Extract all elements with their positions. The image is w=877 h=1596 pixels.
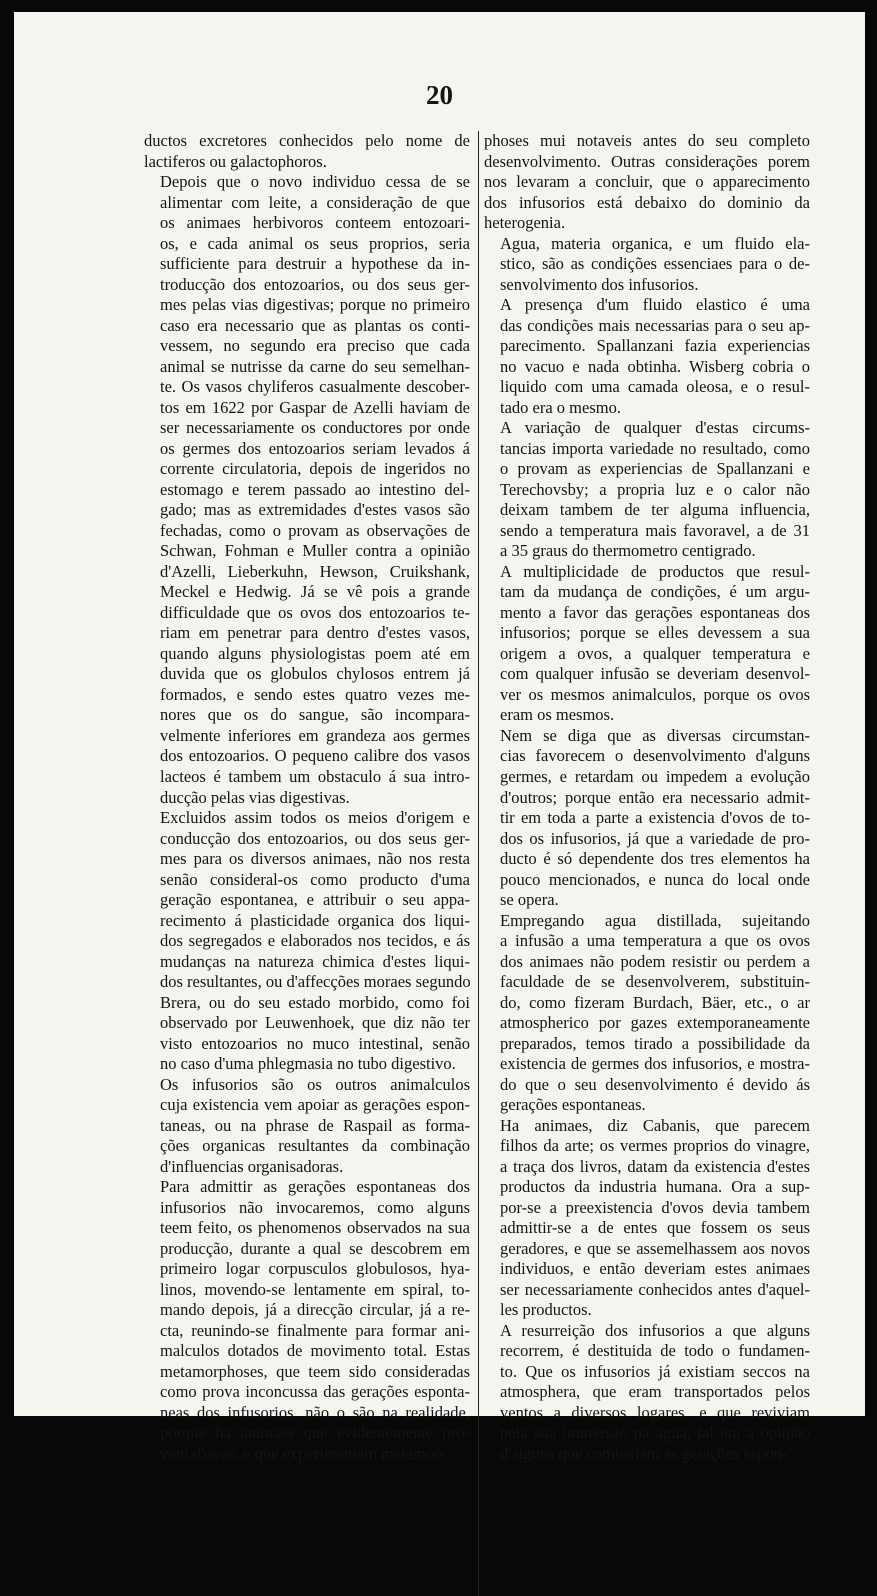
text-line: Nem se diga que as diversas circumstan-: [500, 725, 810, 745]
text-line: Terechovsby; a propria luz e o calor não: [500, 479, 810, 499]
text-line: ções organicas resultantes da combinação: [160, 1136, 470, 1156]
text-line: tir em toda a parte a existencia d'ovos de to-: [500, 808, 810, 828]
text-line: d'influencias organisadoras.: [160, 1156, 344, 1176]
paragraph: [484, 562, 810, 726]
text-line: A variação de qualquer d'estas circums-: [500, 418, 810, 438]
text-line: tado era o mesmo.: [500, 397, 621, 417]
text-line: dos infusorios está debaixo do dominio da: [484, 192, 810, 212]
text-line: observado por Leuwenhoek, que diz não ter: [160, 1013, 470, 1033]
text-line: ductos excretores conhecidos pelo nome de: [144, 131, 470, 150]
text-line: dos entozoarios. O pequeno calibre dos vasos: [160, 746, 470, 766]
text-line: dos os infusorios, já que a variedade de pro-: [500, 828, 810, 848]
text-line: Schwan, Fohman e Muller contra a opinião: [160, 541, 470, 561]
text-line: d'alguns que combatiam as gerações espon-: [500, 1444, 788, 1463]
text-line: liquido com uma camada oleosa, e o resul-: [500, 377, 810, 397]
text-line: Excluidos assim todos os meios d'origem e: [160, 808, 470, 828]
text-line: como prova inconcussa das gerações esponta-: [160, 1382, 470, 1402]
text-line: origem a ovos, a qualquer temperatura e: [500, 643, 810, 663]
text-line: troducção dos entozoarios, ou dos seus ger-: [160, 274, 470, 294]
text-line: d'Azelli, Lieberkuhn, Hewson, Cruikshank,: [160, 561, 470, 581]
text-line: sufficiente para destruir a hypothese da in-: [160, 254, 470, 274]
text-line: producção, durante a qual se descobrem em: [160, 1238, 470, 1258]
text-line: gado; mas as extremidades d'estes vasos são: [160, 500, 470, 520]
text-line: senvolvimento dos infusorios.: [500, 274, 699, 294]
text-line: Agua, materia organica, e um fluido ela-: [500, 233, 810, 253]
text-line: Depois que o novo individuo cessa de se: [160, 172, 470, 192]
text-line: nos levaram a concluir, que o apparecimento: [484, 172, 810, 192]
paragraph: [144, 131, 470, 172]
text-line: dos segregados e elaborados nos tecidos, e ás: [160, 931, 470, 951]
text-line: desenvolvimento. Outras considerações porem: [484, 151, 810, 171]
text-line: faculdade de se desenvolverem, substituin-: [500, 972, 810, 992]
page-number: 20: [426, 80, 453, 110]
text-line: Empregando agua distillada, sujeitando: [500, 910, 810, 930]
text-line: no vacuo e nada obtinha. Wisberg cobria o: [500, 356, 810, 376]
text-line: deixam tambem de ter alguma influencia,: [500, 500, 810, 520]
text-line: alimentar com leite, a consideração de que: [160, 192, 470, 212]
text-line: A presença d'um fluido elastico é uma: [500, 295, 810, 315]
text-line: infusorios; porque se elles devessem a sua: [500, 623, 810, 643]
text-line: conducção dos entozoarios, ou dos seus ger-: [160, 828, 470, 848]
text-line: Os infusorios são os outros animalculos: [160, 1074, 470, 1094]
paragraph: [484, 418, 810, 562]
text-line: gerações espontaneas.: [500, 1095, 646, 1115]
text-line: a traça dos livros, datam da existencia d'estes: [500, 1156, 810, 1176]
text-line: visto entozoarios no muco intestinal, senão: [160, 1033, 470, 1053]
text-line: Meckel e Hedwig. Já se vê pois a grande: [160, 582, 470, 602]
text-line: individuos, e então deveriam estes animaes: [500, 1259, 810, 1279]
text-line: vessem, no segundo era preciso que cada: [160, 336, 470, 356]
text-line: corrente circulatoria, depois de ingeridos no: [160, 459, 470, 479]
text-line: estomago e terem passado ao intestino del-: [160, 479, 470, 499]
text-line: por-se a preexistencia d'ovos devia tambem: [500, 1197, 810, 1217]
text-line: lacteos é tambem um obstaculo á sua intro-: [160, 766, 470, 786]
text-line: mando depois, já a direcção circular, já a re-: [160, 1300, 470, 1320]
text-line: ser necessariamente conhecidos antes d'aquel-: [500, 1279, 810, 1299]
text-line: mento a favor das gerações espontaneas dos: [500, 602, 810, 622]
text-line: do, como fizeram Burdach, Bäer, etc., o ar: [500, 992, 810, 1012]
paragraph: [484, 911, 810, 1116]
text-line: sendo a temperatura mais favoravel, a de 31: [500, 520, 810, 540]
paragraph: [484, 726, 810, 911]
text-line: porque ha animaes que evidentemente pro-: [160, 1423, 470, 1443]
text-line: recimento á plasticidade organica dos liqui-: [160, 910, 470, 930]
text-line: riam em penetrar para dentro d'estes vasos,: [160, 623, 470, 643]
text-line: phoses mui notaveis antes do seu completo: [484, 131, 810, 150]
text-line: primeiro logar corpusculos globulosos, hya-: [160, 1259, 470, 1279]
text-line: quando alguns physiologistas poem até em: [160, 643, 470, 663]
text-line: com qualquer infusão se deveriam desenvol-: [500, 664, 810, 684]
text-line: tancias importa variedade no resultado, como: [500, 438, 810, 458]
text-line: velmente inferiores em grandeza aos germes: [160, 725, 470, 745]
text-line: d'outros; porque então era necessario admit-: [500, 787, 810, 807]
text-line: infusorios não invocaremos, como alguns: [160, 1197, 470, 1217]
text-line: A multiplicidade de productos que resul-: [500, 561, 810, 581]
text-line: tos em 1622 por Gaspar de Azelli haviam de: [160, 397, 470, 417]
text-line: difficuldade que os ovos dos entozoarios te-: [160, 602, 470, 622]
text-line: germes, e retardam ou impedem a evolução: [500, 766, 810, 786]
text-line: caso era necessario que as plantas os conti-: [160, 315, 470, 335]
text-line: ducção pelas vias digestivas.: [160, 787, 350, 807]
text-line: mes pelas vias digestivas; porque no primeiro: [160, 295, 470, 315]
text-line: geradores, e que se assemelhassem aos novos: [500, 1238, 810, 1258]
paragraph: [484, 1116, 810, 1321]
paragraph: [144, 808, 470, 1075]
text-line: os, e cada animal os seus proprios, seria: [160, 233, 470, 253]
text-line: Ha animaes, diz Cabanis, que parecem: [500, 1115, 810, 1135]
text-line: te. Os vasos chyliferos casualmente descober-: [160, 377, 470, 397]
text-line: ventos a diversos logares, e que reviviam: [500, 1402, 810, 1422]
text-line: ver os mesmos animalculos, porque os ovos: [500, 684, 810, 704]
text-line: fechadas, como o provam as observações de: [160, 520, 470, 540]
text-line: nores que os do sangue, são incompara-: [160, 705, 470, 725]
text-line: to. Que os infusorios já existiam seccos na: [500, 1361, 810, 1381]
text-line: taneas, ou na phrase de Raspail as forma-: [160, 1115, 470, 1135]
text-line: Brera, ou do seu estado morbido, como foi: [160, 992, 470, 1012]
text-line: os germes dos entozoarios seriam levados á: [160, 438, 470, 458]
text-line: metamorphoses, que teem sido consideradas: [160, 1361, 470, 1381]
text-line: dos resultantes, ou d'affecções moraes segundo: [160, 972, 471, 992]
text-line: Para admittir as gerações espontaneas dos: [160, 1177, 470, 1197]
paragraph: [484, 234, 810, 296]
text-line: filhos da arte; os vermes proprios do vinagre,: [500, 1136, 810, 1156]
text-line: geração espontanea, e attribuir o seu appa-: [160, 890, 470, 910]
paragraph: [484, 295, 810, 418]
text-line: neas dos infusorios, não o são na realidade,: [160, 1402, 470, 1422]
text-line: les productos.: [500, 1300, 592, 1320]
text-line: formados, e sendo estes quatro vezes me-: [160, 684, 470, 704]
text-line: ser necessariamente os conductores por onde: [160, 418, 470, 438]
paragraph: [144, 1075, 470, 1178]
text-line: heterogenia.: [484, 213, 566, 233]
text-line: A resurreição dos infusorios a que alguns: [500, 1320, 810, 1340]
text-line: duvida que os globulos chylosos entrem já: [160, 664, 470, 684]
paragraph: [144, 172, 470, 808]
text-line: vem d'ovos, e que experimentam metamor-: [160, 1444, 445, 1463]
text-line: linos, movendo-se lentamente em spiral, to-: [160, 1279, 470, 1299]
text-line: no caso d'uma phlegmasia no tubo digestivo.: [160, 1054, 456, 1074]
text-line: atmosphera, que eram transportados pelos: [500, 1382, 810, 1402]
text-line: cuja existencia vem apoiar as gerações espon-: [160, 1095, 470, 1115]
text-line: preparados, temos tirado a possibilidade da: [500, 1033, 810, 1053]
text-line: dos animaes não podem resistir ou perdem a: [500, 951, 810, 971]
paragraph: [144, 1177, 470, 1464]
text-line: productos da industria humana. Ora a sup-: [500, 1177, 810, 1197]
text-line: senão consideral-os como producto d'uma: [160, 869, 470, 889]
text-line: eram os mesmos.: [500, 705, 615, 725]
paragraph: [484, 1321, 810, 1465]
text-line: mudanças na natureza chimica d'estes liqui-: [160, 951, 470, 971]
text-line: mes para os diversos animaes, não nos resta: [160, 849, 470, 869]
text-line: das condições mais necessarias para o seu ap-: [500, 315, 810, 335]
text-line: recorrem, é destituida de todo o fundamen-: [500, 1341, 810, 1361]
text-line: tam da mudança de condições, é um argu-: [500, 582, 810, 602]
text-line: atmospherico por gazes extemporaneamente: [500, 1013, 810, 1033]
right-column: [484, 131, 810, 1465]
text-line: parecimento. Spallanzani fazia experiencias: [500, 336, 810, 356]
text-line: o provam as experiencias de Spallanzani e: [500, 459, 810, 479]
text-line: admittir-se a de entes que fossem os seus: [500, 1218, 810, 1238]
text-line: pela sua immersão na agua, tal era a opinião: [500, 1423, 810, 1443]
text-line: cta, reunindo-se finalmente para formar ani-: [160, 1320, 470, 1340]
text-line: animal se nutrisse da carne do seu semelhan-: [160, 356, 470, 376]
text-line: cias favorecem o desenvolvimento d'alguns: [500, 746, 810, 766]
text-line: ducto é só dependente dos tres elementos ha: [500, 849, 810, 869]
text-line: a infusão a uma temperatura a que os ovos: [500, 931, 810, 951]
text-line: malculos dotados de movimento total. Estas: [160, 1341, 470, 1361]
paragraph: [484, 131, 810, 234]
text-line: os animaes herbivoros conteem entozoari-: [160, 213, 470, 233]
text-line: a 35 graus do thermometro centigrado.: [500, 541, 756, 561]
text-line: do que o seu desenvolvimento é devido ás: [500, 1074, 810, 1094]
text-line: lactiferos ou galactophoros.: [144, 151, 327, 171]
text-line: existencia de germes dos infusorios, e mostra-: [500, 1054, 810, 1074]
text-line: se opera.: [500, 890, 559, 910]
left-column: [144, 131, 470, 1465]
document-page: [14, 12, 865, 1463]
text-line: stico, são as condições essenciaes para o de-: [500, 254, 810, 274]
column-divider: [478, 131, 479, 1596]
text-line: teem feito, os phenomenos observados na sua: [160, 1218, 470, 1238]
text-line: pouco mencionados, e nunca do local onde: [500, 869, 810, 889]
